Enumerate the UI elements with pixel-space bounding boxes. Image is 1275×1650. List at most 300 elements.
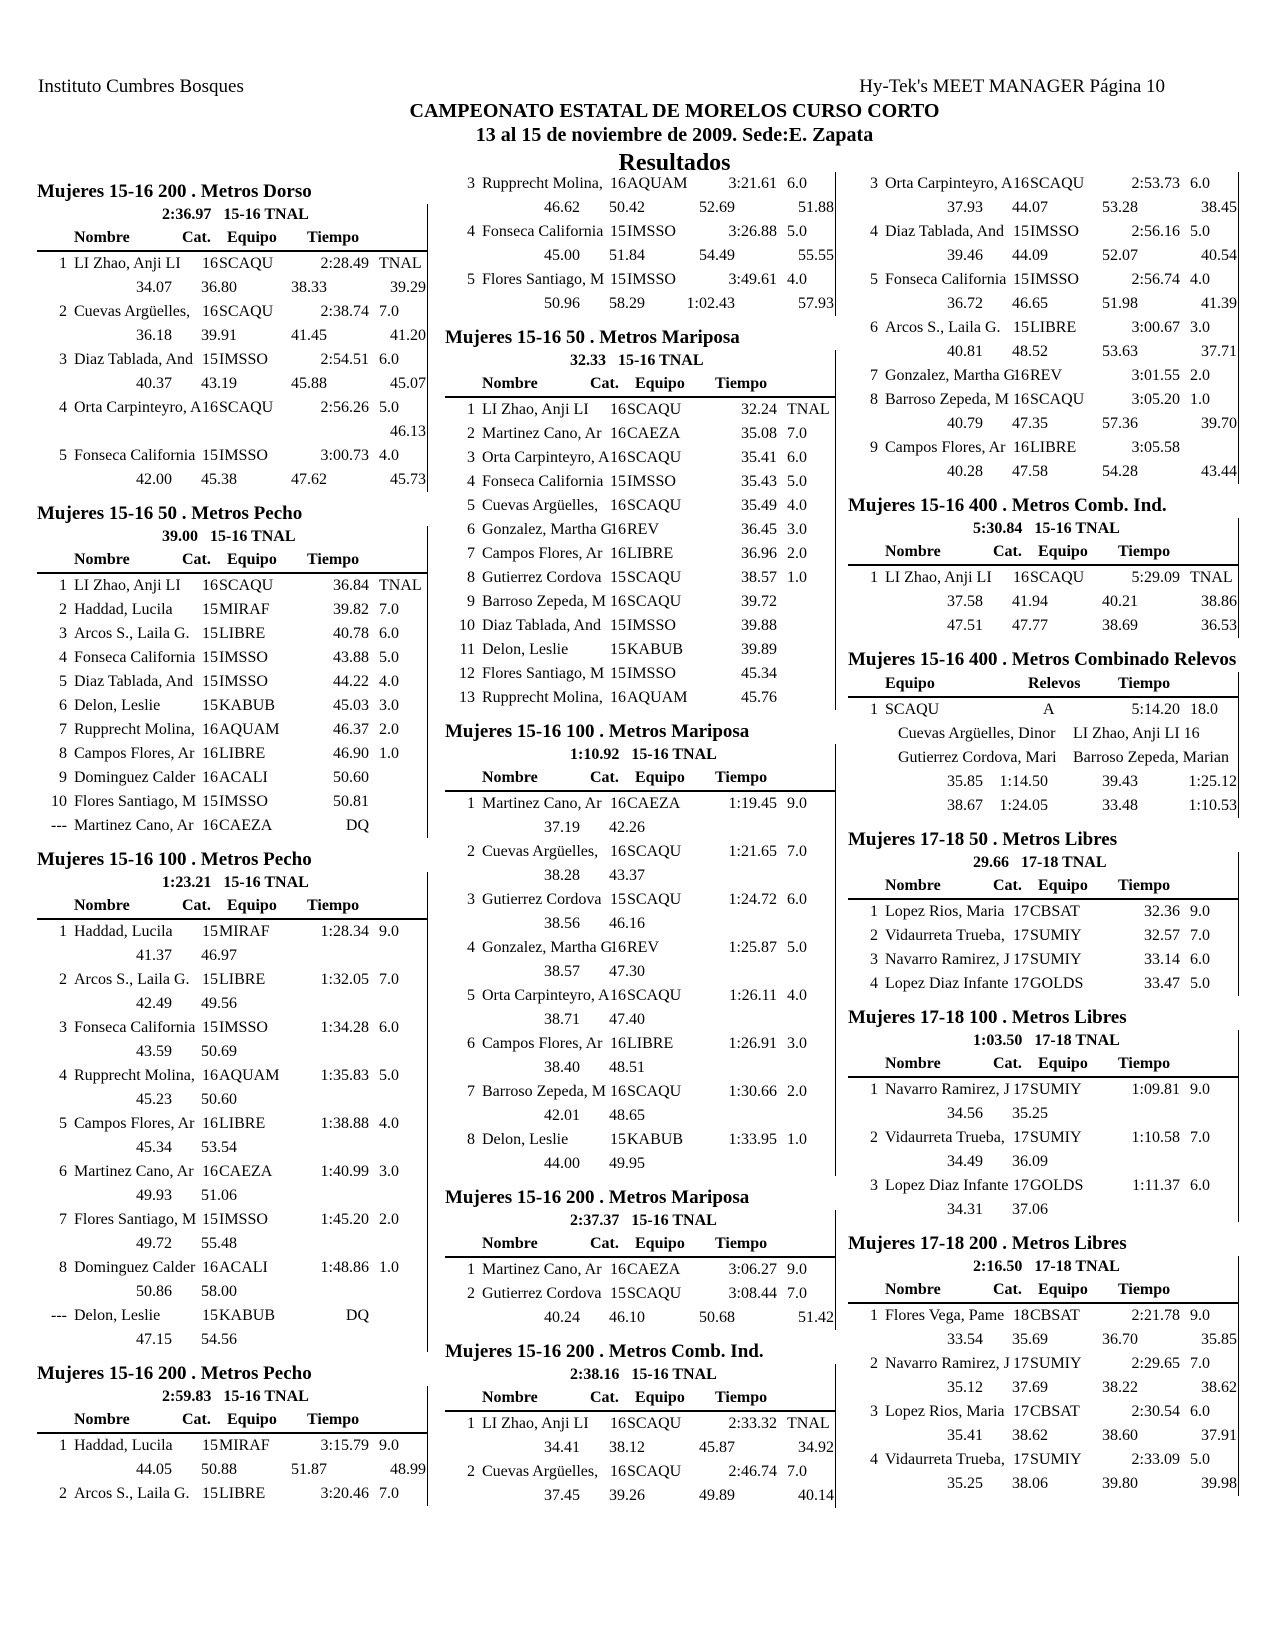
- team: REV: [1030, 367, 1062, 384]
- split-time: 45.88: [291, 375, 327, 392]
- split-row: [37, 992, 427, 1016]
- event: [37, 502, 437, 838]
- relay-swimmer: LI Zhao, Anji LI 16: [1073, 725, 1200, 742]
- final-time: 3:00.67: [1131, 319, 1180, 336]
- swimmer-name: Rupprecht Molina,: [482, 175, 603, 192]
- split-time: 47.15: [136, 1331, 172, 1348]
- split-time: 39.26: [609, 1487, 645, 1504]
- table-header: [37, 894, 427, 920]
- team: REV: [627, 521, 659, 538]
- final-time: DQ: [345, 1307, 369, 1324]
- team: LIBRE: [627, 1035, 674, 1052]
- swimmer-name: Navarro Ramirez, J: [885, 1081, 1010, 1098]
- split-time: 40.21: [1102, 593, 1138, 610]
- split-row: [37, 944, 427, 968]
- swimmer-name: Gonzalez, Martha G: [482, 939, 613, 956]
- swimmer-name: Martinez Cano, Ar: [482, 795, 602, 812]
- final-time: 3:20.46: [320, 1485, 369, 1502]
- age: 17: [1013, 975, 1029, 992]
- split-row: [445, 196, 835, 220]
- split-time: 1:10.53: [1188, 797, 1237, 814]
- age: 16: [1013, 175, 1029, 192]
- swimmer-name: Lopez Diaz Infante: [885, 975, 1009, 992]
- points: 5.0: [1190, 1451, 1210, 1468]
- team: KABUB: [219, 1307, 276, 1324]
- table-row: [37, 1208, 427, 1232]
- team: IMSSO: [219, 793, 268, 810]
- team: IMSSO: [1030, 271, 1079, 288]
- swimmer-name: Arcos S., Laila G.: [74, 625, 190, 642]
- split-time: 36.72: [947, 295, 983, 312]
- age: 15: [202, 625, 218, 642]
- relay-letter: A: [1043, 701, 1055, 718]
- table-row: [37, 814, 427, 838]
- team: KABUB: [627, 1131, 684, 1148]
- final-time: 2:38.74: [320, 303, 369, 320]
- header-equipo: Equipo: [1038, 543, 1088, 560]
- age: 16: [1013, 439, 1029, 456]
- split-row: [445, 292, 835, 316]
- team: IMSSO: [219, 649, 268, 666]
- place: 2: [870, 1129, 878, 1146]
- place: ---: [51, 817, 67, 834]
- table-row: [445, 840, 835, 864]
- split-time: 35.12: [947, 1379, 983, 1396]
- split-row: [37, 276, 427, 300]
- swimmer-name: Martinez Cano, Ar: [74, 1163, 194, 1180]
- split-time: 50.68: [699, 1309, 735, 1326]
- split-row: [445, 1436, 835, 1460]
- split-time: 39.98: [1201, 1475, 1237, 1492]
- final-time: 2:21.78: [1131, 1307, 1180, 1324]
- team: SCAQU: [627, 1415, 682, 1432]
- place: 2: [59, 601, 67, 618]
- swimmer-name: Lopez Rios, Maria: [885, 1403, 1005, 1420]
- table-row: [37, 694, 427, 718]
- table-row: [445, 662, 835, 686]
- split-time: 39.70: [1201, 415, 1237, 432]
- record-line: 1:10.92 15-16 TNAL: [570, 746, 717, 763]
- points: 7.0: [1190, 1355, 1210, 1372]
- relay-swimmers-row: [848, 746, 1238, 770]
- swimmer-name: Delon, Leslie: [482, 641, 569, 658]
- place: 12: [459, 665, 475, 682]
- table-header: [445, 372, 835, 398]
- final-time: 45.76: [741, 689, 777, 706]
- final-time: DQ: [345, 817, 369, 834]
- split-row: [848, 794, 1238, 818]
- header-nombre: Nombre: [74, 897, 130, 914]
- age: 15: [202, 1307, 218, 1324]
- age: 16: [610, 521, 626, 538]
- table-row: [445, 936, 835, 960]
- split-time: 47.40: [609, 1011, 645, 1028]
- split-row: [848, 1424, 1238, 1448]
- split-time: 37.58: [947, 593, 983, 610]
- age: 16: [610, 1415, 626, 1432]
- final-time: 5:14.20: [1131, 701, 1180, 718]
- team: IMSSO: [219, 1019, 268, 1036]
- table-row: [445, 172, 835, 196]
- final-time: 35.41: [741, 449, 777, 466]
- points: 5.0: [1190, 975, 1210, 992]
- table-row: [848, 1400, 1238, 1424]
- final-time: 35.49: [741, 497, 777, 514]
- place: 4: [59, 399, 67, 416]
- column-3: [848, 172, 1248, 1506]
- points: 7.0: [379, 1485, 399, 1502]
- age: 15: [1013, 223, 1029, 240]
- split-time: 43.59: [136, 1043, 172, 1060]
- final-time: 2:56.74: [1131, 271, 1180, 288]
- event-continued: [848, 172, 1248, 484]
- team: SCAQU: [219, 255, 274, 272]
- header-tiempo: Tiempo: [1118, 543, 1171, 560]
- table-header: [848, 1052, 1238, 1078]
- swimmer-name: Haddad, Lucila: [74, 923, 173, 940]
- relay-swimmer: Cuevas Argüelles, Dinor: [898, 725, 1056, 742]
- split-time: 44.09: [1012, 247, 1048, 264]
- event: [37, 180, 437, 492]
- header-equipo: Equipo: [635, 1389, 685, 1406]
- points: 1.0: [787, 1131, 807, 1148]
- age: 17: [1013, 1177, 1029, 1194]
- place: 3: [59, 351, 67, 368]
- header-nombre: Nombre: [482, 1389, 538, 1406]
- table-row: [445, 566, 835, 590]
- split-time: 57.36: [1102, 415, 1138, 432]
- final-time: 1:26.11: [729, 987, 777, 1004]
- table-row: [445, 614, 835, 638]
- age: 16: [202, 399, 218, 416]
- event-title: Mujeres 15-16 200 . Metros Dorso: [37, 181, 312, 202]
- place: 2: [467, 1285, 475, 1302]
- points: 7.0: [787, 843, 807, 860]
- place: 9: [59, 769, 67, 786]
- swimmer-name: Diaz Tablada, And: [74, 673, 193, 690]
- table-row: [848, 1126, 1238, 1150]
- split-time: 50.86: [136, 1283, 172, 1300]
- table-row: [445, 542, 835, 566]
- split-time: 52.69: [699, 199, 735, 216]
- table-row: [37, 670, 427, 694]
- table-row: [37, 622, 427, 646]
- points: 4.0: [787, 987, 807, 1004]
- event: [445, 1340, 845, 1508]
- split-time: 42.26: [609, 819, 645, 836]
- swimmer-name: Cuevas Argüelles,: [482, 497, 599, 514]
- points: 6.0: [1190, 1177, 1210, 1194]
- team: CAEZA: [219, 1163, 273, 1180]
- table-row: [848, 900, 1238, 924]
- record-line: 2:59.83 15-16 TNAL: [162, 1388, 309, 1405]
- split-time: 53.28: [1102, 199, 1138, 216]
- swimmer-name: Arcos S., Laila G.: [885, 319, 1001, 336]
- header-nombre: Nombre: [885, 1055, 941, 1072]
- split-time: 47.62: [291, 471, 327, 488]
- place: 4: [467, 939, 475, 956]
- points: 3.0: [379, 697, 399, 714]
- swimmer-name: Navarro Ramirez, J: [885, 951, 1010, 968]
- final-time: 3:06.27: [728, 1261, 777, 1278]
- event-continued: [445, 172, 845, 316]
- swimmer-name: Cuevas Argüelles,: [482, 1463, 599, 1480]
- header-nombre: Nombre: [482, 769, 538, 786]
- place: 5: [59, 447, 67, 464]
- final-time: 1:48.86: [320, 1259, 369, 1276]
- final-time: 1:35.83: [320, 1067, 369, 1084]
- age: 16: [610, 1261, 626, 1278]
- split-time: 35.85: [1201, 1331, 1237, 1348]
- points: 3.0: [787, 1035, 807, 1052]
- place: 3: [59, 1019, 67, 1036]
- place: 2: [467, 843, 475, 860]
- final-time: 3:05.20: [1131, 391, 1180, 408]
- age: 16: [1013, 367, 1029, 384]
- final-time: 39.88: [741, 617, 777, 634]
- age: 16: [202, 255, 218, 272]
- age: 18: [1013, 1307, 1029, 1324]
- final-time: 3:00.73: [320, 447, 369, 464]
- header-cat: Cat.: [590, 1235, 619, 1252]
- points: 4.0: [379, 447, 399, 464]
- final-time: 3:49.61: [728, 271, 777, 288]
- place: 6: [467, 1035, 475, 1052]
- age: 15: [610, 665, 626, 682]
- place: 1: [870, 1081, 878, 1098]
- place: 4: [59, 1067, 67, 1084]
- points: TNAL: [379, 255, 422, 272]
- team: LIBRE: [1030, 439, 1077, 456]
- table-header: [445, 1386, 835, 1412]
- split-row: [445, 1306, 835, 1330]
- split-row: [848, 1150, 1238, 1174]
- age: 15: [202, 793, 218, 810]
- points: 2.0: [1190, 367, 1210, 384]
- meet-dates-venue: 13 al 15 de noviembre de 2009. Sede:E. Zapata: [475, 124, 874, 146]
- table-row: [848, 1174, 1238, 1198]
- age: 16: [202, 721, 218, 738]
- age: 15: [202, 1211, 218, 1228]
- team: IMSSO: [627, 473, 676, 490]
- place: 1: [870, 701, 878, 718]
- split-time: 38.60: [1102, 1427, 1138, 1444]
- table-row: [37, 1064, 427, 1088]
- points: 1.0: [379, 1259, 399, 1276]
- split-time: 54.56: [201, 1331, 237, 1348]
- results-table: [445, 350, 836, 710]
- age: 16: [202, 1259, 218, 1276]
- swimmer-name: Gonzalez, Martha G: [482, 521, 613, 538]
- team: IMSSO: [627, 271, 676, 288]
- split-time: 37.69: [1012, 1379, 1048, 1396]
- split-time: 50.96: [544, 295, 580, 312]
- age: 16: [1013, 391, 1029, 408]
- team: SCAQU: [627, 891, 682, 908]
- split-time: 47.30: [609, 963, 645, 980]
- points: 6.0: [379, 351, 399, 368]
- team: SUMIY: [1030, 1355, 1082, 1372]
- header-equipo: Equipo: [227, 229, 277, 246]
- event-title: Mujeres 17-18 200 . Metros Libres: [848, 1233, 1127, 1254]
- split-time: 50.69: [201, 1043, 237, 1060]
- final-time: 1:32.05: [320, 971, 369, 988]
- age: 16: [610, 545, 626, 562]
- place: 2: [467, 1463, 475, 1480]
- event-title: Mujeres 17-18 100 . Metros Libres: [848, 1007, 1127, 1028]
- split-row: [445, 912, 835, 936]
- header-equipo: Equipo: [227, 1411, 277, 1428]
- software-page-label: Hy-Tek's MEET MANAGER Página 10: [859, 76, 1165, 97]
- team: IMSSO: [627, 617, 676, 634]
- split-row: [848, 244, 1238, 268]
- header-nombre: Nombre: [74, 1411, 130, 1428]
- table-row: [445, 1032, 835, 1056]
- age: 15: [610, 617, 626, 634]
- place: 1: [59, 577, 67, 594]
- age: 17: [1013, 1403, 1029, 1420]
- event: [37, 848, 437, 1352]
- final-time: 1:19.45: [728, 795, 777, 812]
- split-time: 37.45: [544, 1487, 580, 1504]
- split-time: 36.70: [1102, 1331, 1138, 1348]
- split-time: 1:02.43: [686, 295, 735, 312]
- swimmer-name: Rupprecht Molina,: [482, 689, 603, 706]
- swimmer-name: LI Zhao, Anji LI: [74, 577, 181, 594]
- split-time: 46.65: [1012, 295, 1048, 312]
- swimmer-name: Barroso Zepeda, M: [482, 593, 606, 610]
- points: 9.0: [1190, 1081, 1210, 1098]
- place: 1: [467, 1261, 475, 1278]
- split-row: [37, 1136, 427, 1160]
- relay-event: [848, 648, 1248, 818]
- team: AQUAM: [219, 1067, 280, 1084]
- final-time: 2:46.74: [728, 1463, 777, 1480]
- swimmer-name: Campos Flores, Ar: [74, 1115, 195, 1132]
- swimmer-name: Gutierrez Cordova: [482, 891, 602, 908]
- results-table: [37, 526, 428, 838]
- place: 1: [59, 1437, 67, 1454]
- table-row: [37, 1016, 427, 1040]
- points: 9.0: [787, 795, 807, 812]
- points: 5.0: [787, 473, 807, 490]
- split-row: [445, 960, 835, 984]
- split-time: 53.54: [201, 1139, 237, 1156]
- final-time: 1:28.34: [320, 923, 369, 940]
- swimmer-name: Haddad, Lucila: [74, 601, 173, 618]
- header-tiempo: Tiempo: [307, 229, 360, 246]
- place: 6: [59, 697, 67, 714]
- place: ---: [51, 1307, 67, 1324]
- team: IMSSO: [627, 665, 676, 682]
- final-time: 35.43: [741, 473, 777, 490]
- place: 7: [467, 1083, 475, 1100]
- table-header: [848, 672, 1238, 698]
- split-row: [848, 1102, 1238, 1126]
- points: 9.0: [787, 1261, 807, 1278]
- swimmer-name: Lopez Rios, Maria: [885, 903, 1005, 920]
- points: 3.0: [379, 1163, 399, 1180]
- team: IMSSO: [219, 673, 268, 690]
- final-time: 1:34.28: [320, 1019, 369, 1036]
- split-time: 35.25: [1012, 1105, 1048, 1122]
- header-tiempo: Tiempo: [307, 551, 360, 568]
- header-tiempo: Tiempo: [1118, 877, 1171, 894]
- points: 4.0: [787, 271, 807, 288]
- split-time: 43.44: [1201, 463, 1237, 480]
- split-row: [445, 1484, 835, 1508]
- age: 16: [610, 939, 626, 956]
- age: 16: [610, 795, 626, 812]
- split-time: 51.42: [798, 1309, 834, 1326]
- split-time: 35.25: [947, 1475, 983, 1492]
- swimmer-name: LI Zhao, Anji LI: [74, 255, 181, 272]
- age: 15: [202, 923, 218, 940]
- points: 9.0: [1190, 903, 1210, 920]
- final-time: 1:26.91: [728, 1035, 777, 1052]
- split-row: [848, 1328, 1238, 1352]
- header-cat: Cat.: [590, 375, 619, 392]
- split-time: 40.28: [947, 463, 983, 480]
- split-time: 46.16: [609, 915, 645, 932]
- event-title: Mujeres 15-16 100 . Metros Pecho: [37, 849, 312, 870]
- swimmer-name: Diaz Tablada, And: [885, 223, 1004, 240]
- final-time: 46.37: [333, 721, 369, 738]
- age: 15: [202, 649, 218, 666]
- table-row: [848, 924, 1238, 948]
- points: 9.0: [1190, 1307, 1210, 1324]
- team: LIBRE: [219, 745, 266, 762]
- final-time: 50.60: [333, 769, 369, 786]
- table-row: [445, 590, 835, 614]
- team: KABUB: [219, 697, 276, 714]
- header-equipo: Equipo: [227, 551, 277, 568]
- points: 6.0: [1190, 951, 1210, 968]
- team: GOLDS: [1030, 975, 1084, 992]
- team: IMSSO: [219, 447, 268, 464]
- place: 4: [870, 1451, 878, 1468]
- age: 15: [1013, 271, 1029, 288]
- points: 7.0: [1190, 1129, 1210, 1146]
- header-cat: Cat.: [993, 1281, 1022, 1298]
- place: 9: [467, 593, 475, 610]
- points: 5.0: [787, 939, 807, 956]
- age: 15: [610, 641, 626, 658]
- split-time: 41.37: [136, 947, 172, 964]
- results-table: [37, 872, 428, 1352]
- results-table: [848, 1256, 1239, 1496]
- table-header: [445, 766, 835, 792]
- points: 6.0: [1190, 175, 1210, 192]
- table-header: [37, 226, 427, 252]
- points: TNAL: [787, 1415, 830, 1432]
- place: 4: [467, 223, 475, 240]
- record-line: 32.33 15-16 TNAL: [570, 352, 704, 369]
- split-time: 58.00: [201, 1283, 237, 1300]
- event-title: Mujeres 17-18 50 . Metros Libres: [848, 829, 1118, 850]
- team: CAEZA: [627, 795, 681, 812]
- split-time: 48.99: [390, 1461, 426, 1478]
- team: ACALI: [219, 769, 268, 786]
- split-time: 51.87: [291, 1461, 327, 1478]
- event: [848, 828, 1248, 996]
- split-row: [848, 614, 1238, 638]
- swimmer-name: Martinez Cano, Ar: [74, 817, 194, 834]
- split-time: 39.91: [201, 327, 237, 344]
- final-time: 45.03: [333, 697, 369, 714]
- team: SCAQU: [627, 1083, 682, 1100]
- team: SCAQU: [219, 577, 274, 594]
